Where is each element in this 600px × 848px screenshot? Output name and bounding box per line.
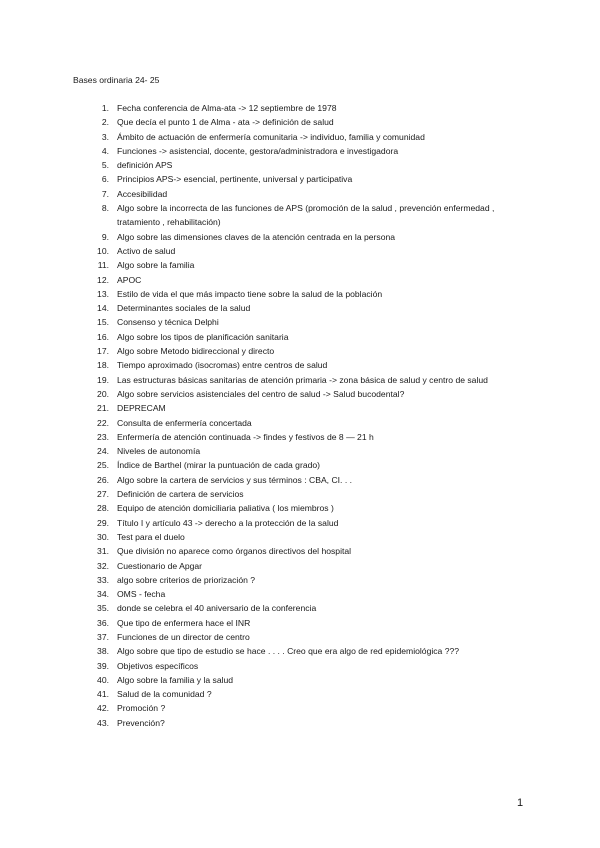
list-item — [88, 287, 528, 301]
list-item — [88, 344, 528, 358]
list-item-text: Prevención? — [117, 717, 165, 728]
list-item-number: 24. — [97, 446, 109, 457]
list-item-text: donde se celebra el 40 aniversario de la conferencia — [117, 603, 317, 614]
list-item — [88, 158, 528, 172]
list-item-text: definición APS — [117, 160, 173, 171]
list-item-text: Ámbito de actuación de enfermería comunitaria -> individuo, familia y comunidad — [117, 131, 425, 142]
list-item-number: 4. — [101, 145, 109, 156]
list-item-number: 10. — [97, 245, 109, 256]
list-item — [88, 258, 528, 272]
list-item-number: 31. — [97, 546, 109, 557]
list-item-number: 41. — [97, 689, 109, 700]
list-item — [88, 501, 528, 515]
list-item-text: Algo sobre servicios asistenciales del centro de salud -> Salud bucodental? — [117, 388, 405, 399]
list-item — [88, 659, 528, 673]
list-item-number: 28. — [97, 503, 109, 514]
list-item — [88, 573, 528, 587]
list-item-text: Tiempo aproximado (isocromas) entre centros de salud — [117, 360, 328, 371]
list-item-text: Algo sobre la familia — [117, 260, 195, 271]
list-item — [88, 373, 528, 387]
list-item-number: 14. — [97, 303, 109, 314]
list-item — [88, 559, 528, 573]
list-item-number: 30. — [97, 531, 109, 542]
list-item-number: 23. — [97, 431, 109, 442]
document-title: Bases ordinaria 24- 25 — [73, 75, 160, 85]
list-item-number: 9. — [101, 231, 109, 242]
list-item-number: 17. — [97, 346, 109, 357]
list-item-text: Las estructuras básicas sanitarias de atención primaria -> zona básica de salud y centro de salud — [117, 374, 488, 385]
list-item — [88, 172, 528, 186]
list-item — [88, 601, 528, 615]
list-item — [88, 315, 528, 329]
list-item-number: 38. — [97, 646, 109, 657]
list-item-text: Principios APS-> esencial, pertinente, universal y participativa — [117, 174, 353, 185]
list-item — [88, 487, 528, 501]
list-item — [88, 458, 528, 472]
list-item — [88, 101, 528, 115]
list-item-number: 22. — [97, 417, 109, 428]
list-item-text: Índice de Barthel (mirar la puntuación de cada grado) — [117, 460, 321, 471]
list-item — [88, 301, 528, 315]
list-item-number: 40. — [97, 674, 109, 685]
list-item-text: algo sobre criterios de priorización ? — [117, 574, 256, 585]
list-item — [88, 516, 528, 530]
list-item-number: 12. — [97, 274, 109, 285]
list-item-text: Cuestionario de Apgar — [117, 560, 203, 571]
question-list — [88, 101, 528, 730]
list-item-number: 29. — [97, 517, 109, 528]
list-item-text: Definición de cartera de servicios — [117, 489, 244, 500]
list-item — [88, 587, 528, 601]
list-item-text: Algo sobre la familia y la salud — [117, 674, 234, 685]
list-item-number: 2. — [101, 117, 109, 128]
list-item-number: 43. — [97, 717, 109, 728]
list-item-text: Algo sobre que tipo de estudio se hace . . . . Creo que era algo de red epidemiológica ??? — [117, 646, 460, 657]
list-item — [88, 144, 528, 158]
list-item — [88, 530, 528, 544]
list-item — [88, 630, 528, 644]
list-item-text: Determinantes sociales de la salud — [117, 303, 251, 314]
list-item — [88, 416, 528, 430]
list-item — [88, 673, 528, 687]
list-item-text: Objetivos específicos — [117, 660, 199, 671]
list-item-text: Consenso y técnica Delphi — [117, 317, 219, 328]
list-item-number: 13. — [97, 288, 109, 299]
list-item-text: Accesibilidad — [117, 188, 168, 199]
list-item — [88, 687, 528, 701]
list-item-number: 33. — [97, 574, 109, 585]
list-item-number: 19. — [97, 374, 109, 385]
list-item-text: Algo sobre la cartera de servicios y sus términos : CBA, CI. . . — [117, 474, 352, 485]
list-item-number: 27. — [97, 489, 109, 500]
list-item — [88, 473, 528, 487]
list-item-text: OMS - fecha — [117, 589, 166, 600]
list-item — [88, 273, 528, 287]
list-item-number: 21. — [97, 403, 109, 414]
list-item — [88, 244, 528, 258]
list-item-text: Activo de salud — [117, 245, 176, 256]
list-item-text: Que decía el punto 1 de Alma - ata -> definición de salud — [117, 117, 334, 128]
list-item-number: 3. — [101, 131, 109, 142]
list-item-number: 16. — [97, 331, 109, 342]
list-item-text: Enfermería de atención continuada -> findes y festivos de 8 — 21 h — [117, 431, 374, 442]
list-item-text: Título I y artículo 43 -> derecho a la protección de la salud — [117, 517, 339, 528]
list-item-text: Que división no aparece como órganos directivos del hospital — [117, 546, 352, 557]
list-item-number: 15. — [97, 317, 109, 328]
list-item-text: DEPRECAM — [117, 403, 166, 414]
page-number: 1 — [517, 797, 524, 809]
list-item-number: 32. — [97, 560, 109, 571]
list-item-text: Equipo de atención domiciliaria paliativa ( los miembros ) — [117, 503, 334, 514]
list-item-text: APOC — [117, 274, 142, 285]
list-item-text: Estilo de vida el que más impacto tiene sobre la salud de la población — [117, 288, 383, 299]
list-item — [88, 644, 528, 658]
list-item-number: 39. — [97, 660, 109, 671]
list-item-text: Funciones de un director de centro — [117, 631, 250, 642]
list-item-text: Niveles de autonomía — [117, 446, 201, 457]
list-item-text: Consulta de enfermería concertada — [117, 417, 252, 428]
list-item — [88, 401, 528, 415]
list-item — [88, 716, 528, 730]
list-item-number: 36. — [97, 617, 109, 628]
list-item-number: 18. — [97, 360, 109, 371]
list-item — [88, 616, 528, 630]
list-item-number: 35. — [97, 603, 109, 614]
list-item-number: 8. — [101, 203, 109, 214]
list-item — [88, 358, 528, 372]
list-item — [88, 444, 528, 458]
list-item-text: Fecha conferencia de Alma-ata -> 12 septiembre de 1978 — [117, 103, 337, 113]
list-item-text: Promoción ? — [117, 703, 166, 714]
list-item — [88, 187, 528, 201]
list-item-number: 11. — [97, 260, 109, 271]
list-item — [88, 201, 528, 230]
list-item-number: 7. — [101, 188, 109, 199]
list-item — [88, 330, 528, 344]
list-item — [88, 701, 528, 715]
list-item-text: Funciones -> asistencial, docente, gestora/administradora e investigadora — [117, 145, 399, 156]
list-item — [88, 387, 528, 401]
list-item-text: Algo sobre Metodo bidireccional y directo — [117, 346, 275, 357]
list-item-number: 5. — [101, 160, 109, 171]
list-item-text: Test para el duelo — [117, 531, 185, 542]
list-item — [88, 544, 528, 558]
list-item-text: Algo sobre los tipos de planificación sanitaria — [117, 331, 289, 342]
list-item-number: 26. — [97, 474, 109, 485]
list-item — [88, 115, 528, 129]
list-item-number: 42. — [97, 703, 109, 714]
list-item-text: Salud de la comunidad ? — [117, 689, 212, 700]
list-item-number: 1. — [101, 103, 109, 113]
list-item — [88, 130, 528, 144]
list-item-number: 34. — [97, 589, 109, 600]
list-item-text: Que tipo de enfermera hace el INR — [117, 617, 251, 628]
list-item-number: 25. — [97, 460, 109, 471]
list-item-number: 20. — [97, 388, 109, 399]
list-item — [88, 230, 528, 244]
list-item-number: 37. — [97, 631, 109, 642]
list-item-text: Algo sobre las dimensiones claves de la atención centrada en la persona — [117, 231, 396, 242]
list-item — [88, 430, 528, 444]
list-item-text: Algo sobre la incorrecta de las funciones de APS (promoción de la salud , prevención enfermedad , tratamiento , rehabilitación) — [117, 203, 495, 228]
list-item-number: 6. — [101, 174, 109, 185]
